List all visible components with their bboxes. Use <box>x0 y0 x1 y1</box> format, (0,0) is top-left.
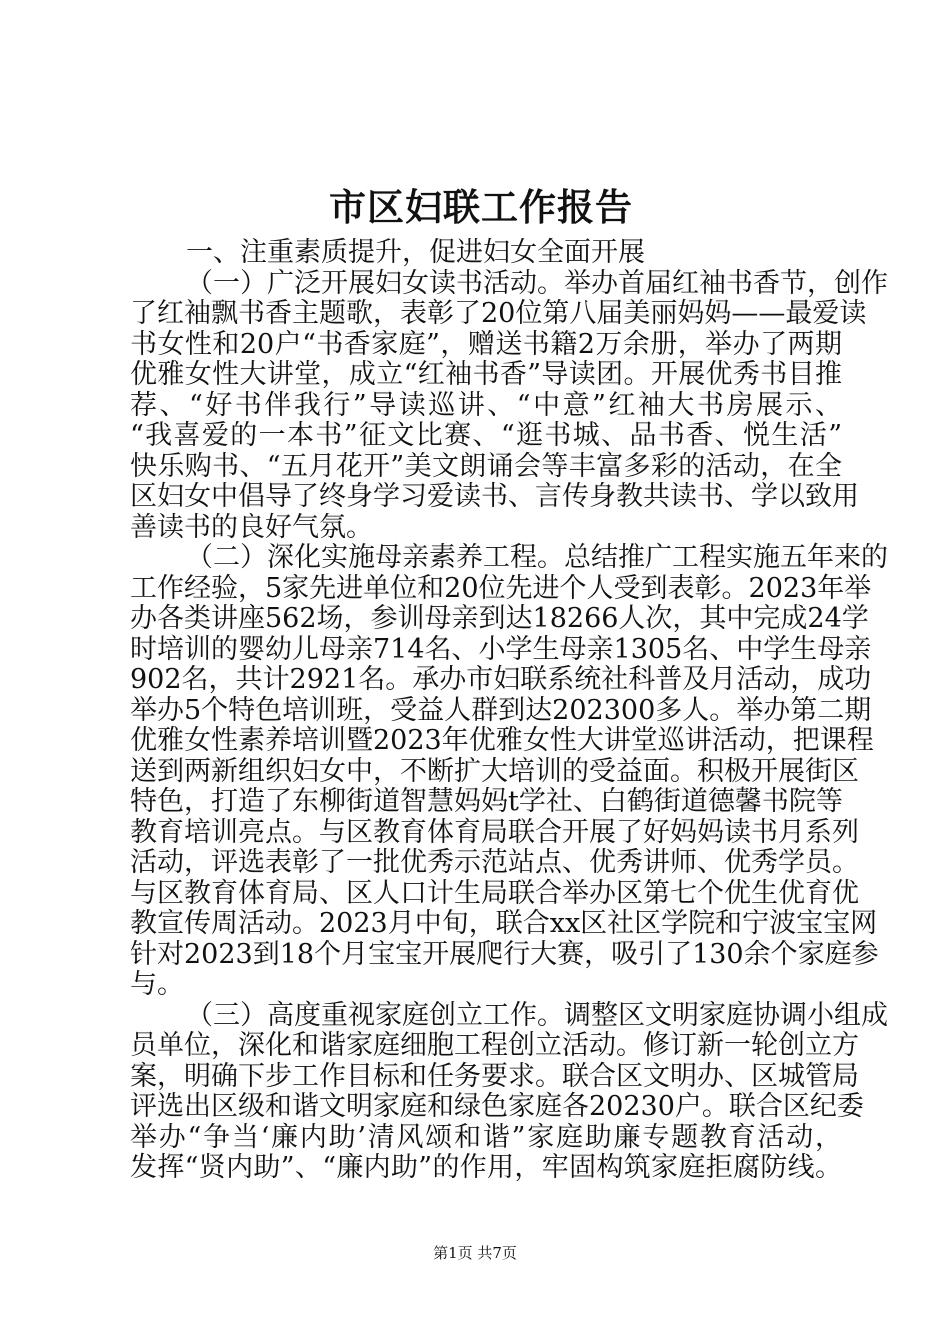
paragraph-line: （二）深化实施母亲素养工程。总结推广工程实施五年来的 <box>186 542 888 573</box>
paragraph-line: 快乐购书、“五月花开”美文朗诵会等丰富多彩的活动，在全 <box>130 450 842 482</box>
paragraph-line: 评选出区级和谐文明家庭和绿色家庭各20230户。联合区纪委 <box>130 1091 864 1122</box>
paragraph-line: 荐、“好书伴我行”导读巡讲、“中意”红袖大书房展示、 <box>130 389 842 421</box>
paragraph-line: 举办5个特色培训班，受益人群到达202300多人。举办第二期 <box>130 694 872 726</box>
paragraph-line: “我喜爱的一本书”征文比赛、“逛书城、品书香、悦生活” <box>130 420 842 451</box>
paragraph-line: 与区教育体育局、区人口计生局联合举办区第七个优生优育优 <box>130 877 859 909</box>
paragraph-line: 区妇女中倡导了终身学习爱读书、言传身教共读书、学以致用 <box>130 481 859 512</box>
paragraph-line: 时培训的婴幼儿母亲714名、小学生母亲1305名、中学生母亲 <box>130 633 872 665</box>
paragraph-line: 活动，评选表彰了一批优秀示范站点、优秀讲师、优秀学员。 <box>130 847 859 878</box>
paragraph <box>130 267 888 544</box>
document-title: 市区妇联工作报告 <box>329 186 633 229</box>
paragraph-line: 教宣传周活动。2023月中旬，联合xx区社区学院和宁波宝宝网 <box>130 908 878 939</box>
document-body <box>130 237 888 1184</box>
paragraph-line: 针对2023到18个月宝宝开展爬行大赛，吸引了130余个家庭参 <box>130 938 879 970</box>
section-heading: 一、注重素质提升，促进妇女全面开展 <box>186 237 645 268</box>
paragraph-line: 举办“争当‘廉内助’清风颂和谐”家庭助廉专题教育活动， <box>130 1121 842 1153</box>
paragraph-line: 书女性和20户“书香家庭”，赠送书籍2万余册，举办了两期 <box>130 328 842 360</box>
paragraph-line: 工作经验，5家先进单位和20位先进个人受到表彰。2023年举 <box>130 572 872 604</box>
paragraph-line: 教育培训亮点。与区教育体育局联合开展了好妈妈读书月系列 <box>130 816 859 848</box>
paragraph-line: 特色，打造了东柳街道智慧妈妈t学社、白鹤街道德馨书院等 <box>130 786 843 817</box>
paragraph-line: （三）高度重视家庭创立工作。调整区文明家庭协调小组成 <box>186 999 888 1031</box>
paragraph-line: 902名，共计2921名。承办市妇联系统社科普及月活动，成功 <box>130 664 872 695</box>
paragraph-line: 善读书的良好气氛。 <box>130 511 373 543</box>
paragraph-line: （一）广泛开展妇女读书活动。举办首届红袖书香节，创作 <box>186 267 888 299</box>
paragraph <box>130 999 888 1184</box>
paragraph-line: 送到两新组织妇女中，不断扩大培训的受益面。积极开展街区 <box>130 755 859 787</box>
paragraph-line: 案，明确下步工作目标和任务要求。联合区文明办、区城管局 <box>130 1060 859 1092</box>
paragraph-line: 优雅女性素养培训暨2023年优雅女性大讲堂巡讲活动，把课程 <box>130 725 874 756</box>
paragraph-line: 办各类讲座562场，参训母亲到达18266人次，其中完成24学 <box>130 603 869 634</box>
paragraph <box>130 542 888 1001</box>
paragraph-line: 与。 <box>130 969 184 1000</box>
paragraph-line: 发挥“贤内助”、“廉内助”的作用，牢固构筑家庭拒腐防线。 <box>130 1152 842 1183</box>
paragraph-line: 优雅女性大讲堂，成立“红袖书香”导读团。开展优秀书目推 <box>130 359 842 390</box>
paragraph-line: 员单位，深化和谐家庭细胞工程创立活动。修订新一轮创立方 <box>130 1030 859 1061</box>
paragraph-line: 了红袖飘书香主题歌，表彰了20位第八届美丽妈妈——最爱读 <box>130 298 867 329</box>
paragraphs <box>130 267 888 1184</box>
page-number: 第1页 共7页 <box>433 1244 517 1262</box>
